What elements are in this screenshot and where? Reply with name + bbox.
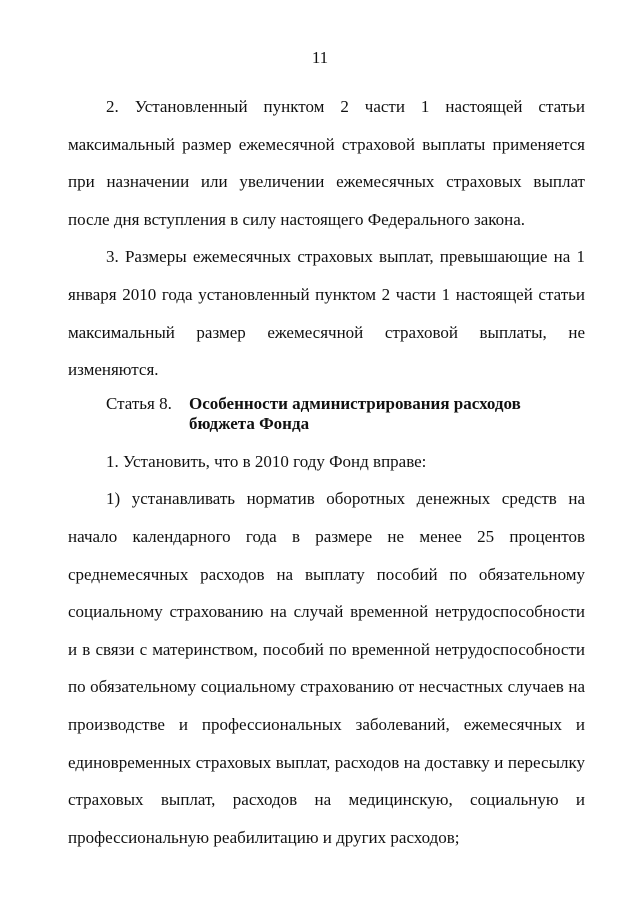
- article-8-title: Особенности администрирования расходов бюджета Фонда: [189, 393, 521, 433]
- article-8-part-1-paragraph: 1. Установить, что в 2010 году Фонд вправе:: [106, 451, 427, 471]
- article-8-label: Статья 8.: [106, 393, 172, 413]
- article-7-part-2-paragraph: 2. Установленный пунктом 2 части 1 настоящей статьи максимальный размер ежемесячной страховой выплаты применяется при назначении или увеличении ежемесячных страховых выплат после дня вступления в силу настоящего Федерального закона.: [68, 97, 585, 229]
- article-8-heading: [68, 394, 585, 434]
- page-number: 11: [311, 48, 329, 67]
- article-8-item-1-paragraph: 1) устанавливать норматив оборотных денежных средств на начало календарного года в размере не менее 25 процентов среднемесячных расходов на выплату пособий по обязательному социальному страхованию на случай временной нетрудоспособности и в связи с материнством, пособий по временной нетрудоспособности по обязательному социальному страхованию от несчастных случаев на производстве и профессиональных заболеваний, ежемесячных и единовременных страховых выплат, расходов на доставку и пересылку страховых выплат, расходов на медицинскую, социальную и профессиональную реабилитацию и других расходов;: [68, 489, 585, 847]
- document-body: [68, 88, 585, 856]
- article-7-part-3-paragraph: 3. Размеры ежемесячных страховых выплат, превышающие на 1 января 2010 года установленный пунктом 2 части 1 настоящей статьи максимальный размер ежемесячной страховой выплаты, не изменяются.: [68, 247, 585, 380]
